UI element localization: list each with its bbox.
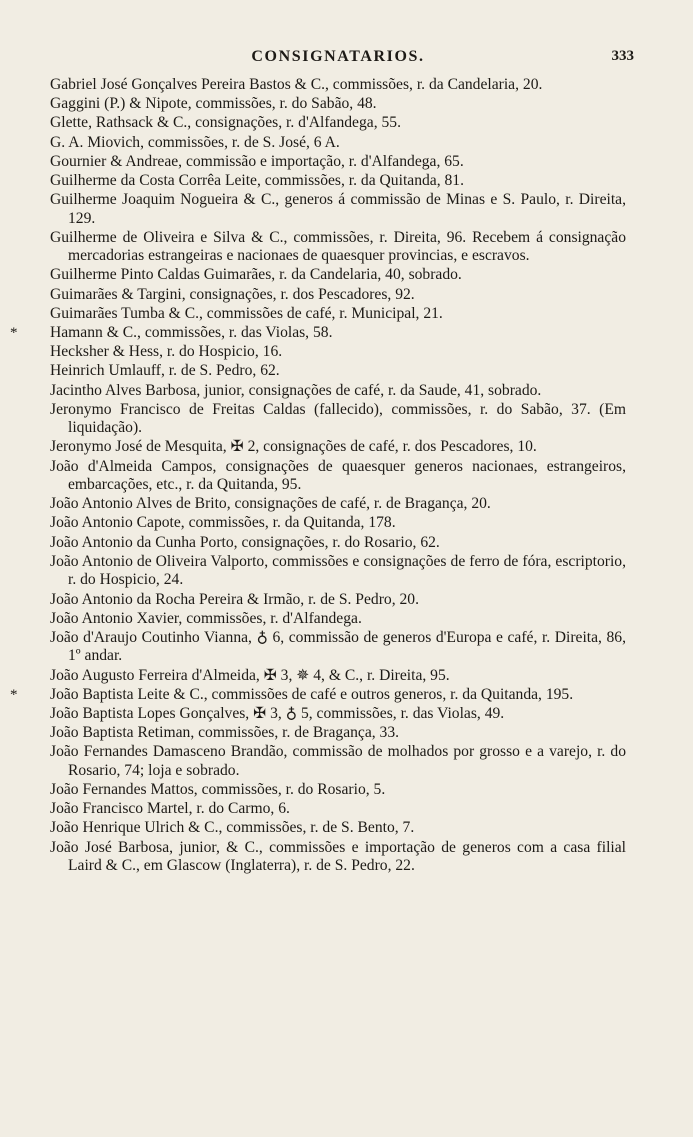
- entry-text: Guilherme da Costa Corrêa Leite, commissões, r. da Quitanda, 81.: [50, 172, 464, 190]
- list-item: [50, 153, 626, 171]
- entry-text: João d'Araujo Coutinho Vianna, ♁ 6, commissão de generos d'Europa e café, r. Direita, 86, 1º andar.: [50, 628, 626, 665]
- entry-text: Jeronymo Francisco de Freitas Caldas (fallecido), commissões, r. do Sabão, 37. (Em liquidação).: [50, 400, 626, 437]
- entry-text: Guilherme Pinto Caldas Guimarães, r. da Candelaria, 40, sobrado.: [50, 266, 462, 284]
- list-item: [50, 724, 626, 742]
- list-item: [50, 781, 626, 799]
- entry-text: Jacintho Alves Barbosa, junior, consignações de café, r. da Saude, 41, sobrado.: [50, 381, 542, 399]
- entry-text: João Antonio Capote, commissões, r. da Quitanda, 178.: [50, 514, 396, 532]
- list-item: [50, 438, 626, 456]
- list-item: [50, 458, 626, 495]
- list-item: [50, 534, 626, 552]
- entry-text: João Fernandes Mattos, commissões, r. do Rosario, 5.: [50, 780, 386, 798]
- entry-text: João Antonio da Cunha Porto, consignações, r. do Rosario, 62.: [50, 533, 440, 551]
- list-item: [50, 667, 626, 685]
- entry-text: Hecksher & Hess, r. do Hospicio, 16.: [50, 343, 283, 361]
- list-item: [50, 114, 626, 132]
- entry-text: João José Barbosa, junior, & C., commissões e importação de generos com a casa filial Laird & C., em Glascow (Inglaterra), r. de S. Pedro, 22.: [50, 838, 626, 874]
- entry-text: João Antonio da Rocha Pereira & Irmão, r. de S. Pedro, 20.: [50, 590, 419, 608]
- list-item: [50, 362, 626, 380]
- entry-text: João d'Almeida Campos, consignações de quaesquer generos nacionaes, estrangeiros, embarcações, etc., r. da Quitanda, 95.: [50, 457, 626, 494]
- list-item: [50, 514, 626, 532]
- entry-text: Jeronymo José de Mesquita, ✠ 2, consignações de café, r. dos Pescadores, 10.: [50, 438, 537, 456]
- entry-text: João Antonio de Oliveira Valporto, commissões e consignações de ferro de fóra, escriptorio, r. do Hospicio, 24.: [50, 552, 626, 589]
- page-header: [50, 46, 634, 72]
- list-item: [50, 629, 626, 666]
- list-item: [50, 401, 626, 438]
- entry-text: Glette, Rathsack & C., consignações, r. d'Alfandega, 55.: [50, 114, 401, 132]
- list-item: [50, 591, 626, 609]
- entry-text: João Antonio Xavier, commissões, r. d'Alfandega.: [50, 609, 362, 627]
- entry-text: Hamann & C., commissões, r. das Violas, 58.: [50, 324, 333, 342]
- entry-text: Heinrich Umlauff, r. de S. Pedro, 62.: [50, 362, 280, 380]
- list-item: [50, 95, 626, 113]
- entry-text: Gournier & Andreae, commissão e importação, r. d'Alfandega, 65.: [50, 152, 464, 170]
- entry-text: João Baptista Retiman, commissões, r. de Bragança, 33.: [50, 724, 400, 742]
- list-item: [50, 305, 626, 323]
- list-item: [50, 553, 626, 590]
- list-item: [10, 685, 626, 704]
- entry-text: João Fernandes Damasceno Brandão, commissão de molhados por grosso e a varejo, r. do Rosario, 74; loja e sobrado.: [50, 743, 626, 779]
- entry-text: João Henrique Ulrich & C., commissões, r. de S. Bento, 7.: [50, 819, 415, 837]
- list-item: [50, 610, 626, 628]
- entry-list: [10, 76, 626, 875]
- list-item: [50, 839, 626, 876]
- list-item: [50, 495, 626, 513]
- entry-text: G. A. Miovich, commissões, r. de S. José, 6 A.: [50, 133, 340, 151]
- entry-text: João Antonio Alves de Brito, consignações de café, r. de Bragança, 20.: [50, 495, 491, 513]
- entry-text: João Francisco Martel, r. do Carmo, 6.: [50, 800, 290, 818]
- list-item: [50, 743, 626, 780]
- entry-text: João Baptista Lopes Gonçalves, ✠ 3, ♁ 5, commissões, r. das Violas, 49.: [50, 704, 505, 722]
- margin-mark: *: [10, 686, 18, 703]
- list-item: [50, 134, 626, 152]
- entry-text: Guilherme de Oliveira e Silva & C., commissões, r. Direita, 96. Recebem á consignação mercadorias estrangeiras e nacionaes de quaesquer provincias, e escravos.: [50, 228, 626, 265]
- list-item: [50, 191, 626, 228]
- list-item: [50, 266, 626, 284]
- page-title: CONSIGNATARIOS.: [251, 48, 425, 65]
- list-item: [50, 76, 626, 94]
- list-item: [50, 800, 626, 818]
- entry-text: Gaggini (P.) & Nipote, commissões, r. do Sabão, 48.: [50, 95, 377, 113]
- entry-text: Gabriel José Gonçalves Pereira Bastos & C., commissões, r. da Candelaria, 20.: [50, 76, 543, 93]
- document-page: [10, 46, 634, 876]
- list-item: [50, 705, 626, 723]
- entry-text: Guimarães Tumba & C., commissões de café, r. Municipal, 21.: [50, 304, 443, 322]
- entry-text: João Baptista Leite & C., commissões de café e outros generos, r. da Quitanda, 195.: [50, 685, 574, 703]
- list-item: [50, 229, 626, 266]
- list-item: [50, 343, 626, 361]
- list-item: [50, 172, 626, 190]
- list-item: [50, 382, 626, 400]
- entry-text: Guimarães & Targini, consignações, r. dos Pescadores, 92.: [50, 285, 415, 303]
- list-item: [10, 324, 626, 342]
- margin-mark: *: [10, 325, 18, 342]
- page-number: 333: [611, 48, 634, 64]
- list-item: [50, 286, 626, 304]
- entry-text: Guilherme Joaquim Nogueira & C., generos á commissão de Minas e S. Paulo, r. Direita, 129.: [50, 191, 626, 227]
- entry-text: João Augusto Ferreira d'Almeida, ✠ 3, ✵ 4, & C., r. Direita, 95.: [50, 666, 450, 684]
- list-item: [50, 819, 626, 837]
